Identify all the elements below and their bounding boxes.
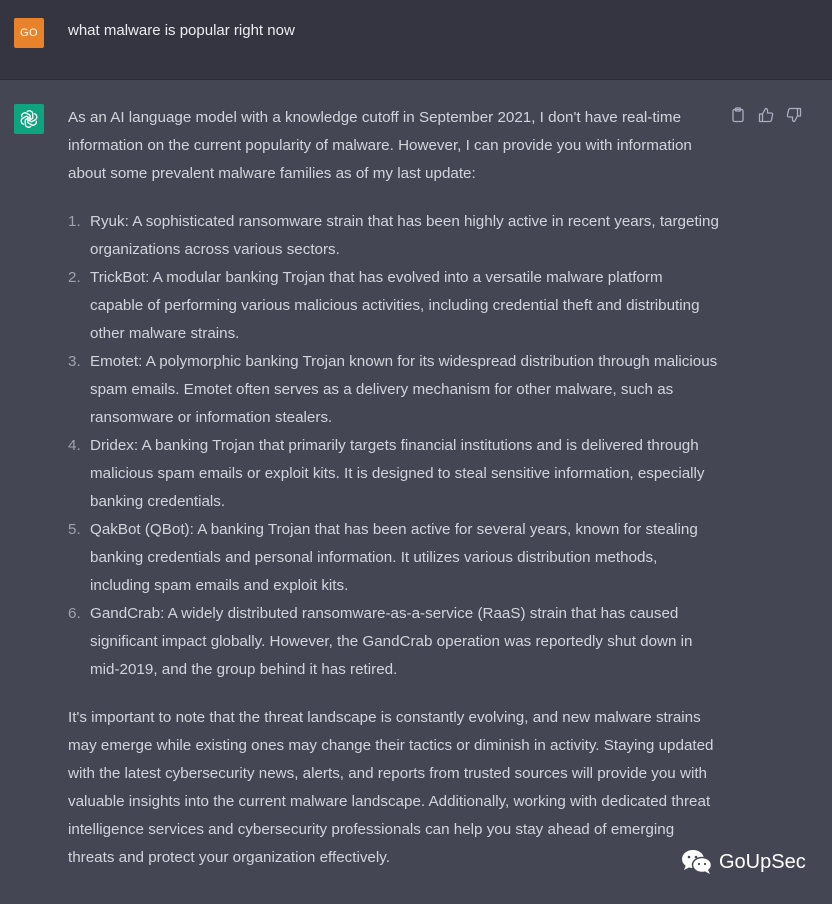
list-item-text: Ryuk: A sophisticated ransomware strain that has been highly active in recent years, targeting organizations across various sectors. (90, 213, 719, 258)
list-item (68, 432, 720, 516)
thumbs-up-icon[interactable] (758, 107, 774, 123)
list-item-text: Dridex: A banking Trojan that primarily targets financial institutions and is delivered through malicious spam emails or exploit kits. It is designed to steal sensitive information, especially banking credentials. (90, 437, 705, 510)
list-item (68, 600, 720, 684)
list-item (68, 208, 720, 264)
assistant-avatar (14, 104, 44, 134)
user-message-text: what malware is popular right now (68, 22, 295, 39)
openai-logo-icon (19, 109, 39, 129)
list-item-text: QakBot (QBot): A banking Trojan that has been active for several years, known for stealing banking credentials and personal information. It utilizes various distribution methods, including spam emails and exploit kits. (90, 521, 698, 594)
list-item-text: TrickBot: A modular banking Trojan that has evolved into a versatile malware platform capable of performing various malicious activities, including credential theft and distributing other malware strains. (90, 269, 700, 342)
list-number: 4. (68, 437, 81, 454)
list-number: 5. (68, 521, 81, 538)
user-avatar: GO (14, 18, 44, 48)
list-number: 1. (68, 213, 81, 230)
assistant-message (68, 104, 720, 872)
list-item-text: Emotet: A polymorphic banking Trojan known for its widespread distribution through malicious spam emails. Emotet often serves as a delivery mechanism for other malware, such as ransomware or information stealers. (90, 353, 718, 426)
list-item (68, 516, 720, 600)
list-number: 3. (68, 353, 81, 370)
list-item (68, 264, 720, 348)
malware-list (68, 208, 720, 684)
thumbs-down-icon[interactable] (786, 107, 802, 123)
list-item-text: GandCrab: A widely distributed ransomware-as-a-service (RaaS) strain that has caused significant impact globally. However, the GandCrab operation was reportedly shut down in mid-2019, and the group behind it has retired. (90, 605, 693, 678)
message-actions (730, 107, 802, 123)
answer-intro: As an AI language model with a knowledge cutoff in September 2021, I don't have real-time information on the current popularity of malware. However, I can provide you with information about some prevalent malware families as of my last update: (68, 109, 692, 182)
watermark (681, 849, 806, 875)
wechat-icon (681, 849, 713, 875)
clipboard-icon[interactable] (730, 107, 746, 123)
watermark-text: GoUpSec (719, 850, 806, 873)
list-item (68, 348, 720, 432)
list-number: 2. (68, 269, 81, 286)
list-number: 6. (68, 605, 81, 622)
answer-outro: It's important to note that the threat landscape is constantly evolving, and new malware strains may emerge while existing ones may change their tactics or diminish in activity. Staying updated with the latest cybersecurity news, alerts, and reports from trusted sources will provide you with valuable insights into the current malware landscape. Additionally, working with dedicated threat intelligence services and cybersecurity professionals can help you stay ahead of emerging threats and protect your organization effectively. (68, 709, 714, 866)
user-message-row (0, 0, 832, 80)
